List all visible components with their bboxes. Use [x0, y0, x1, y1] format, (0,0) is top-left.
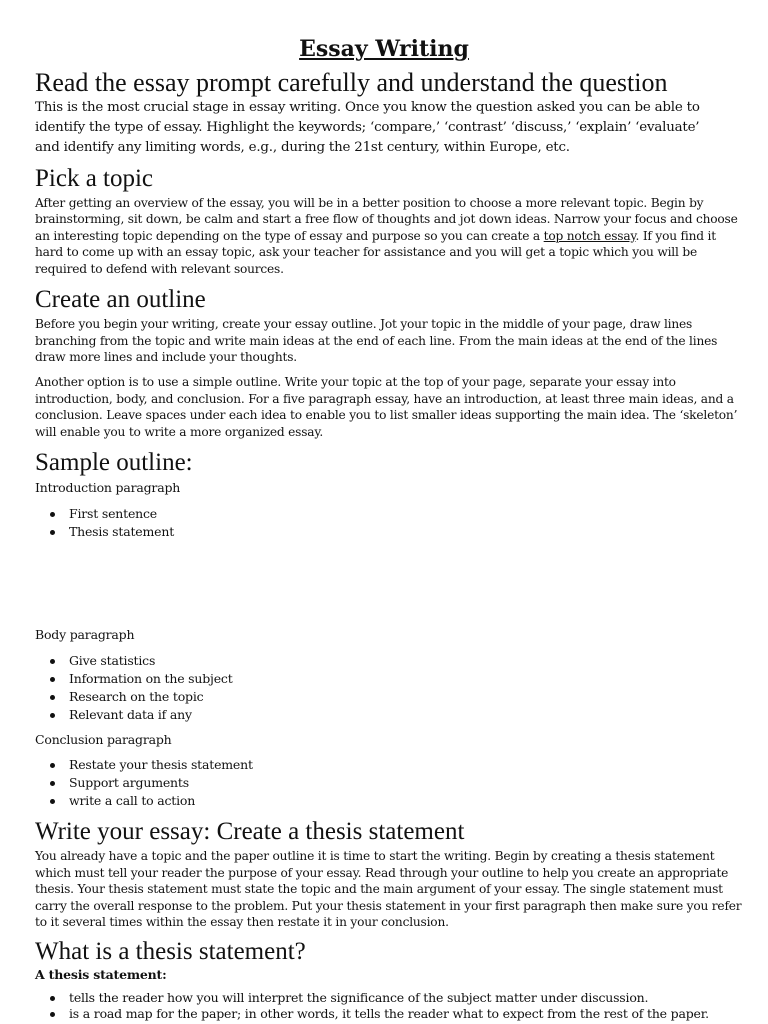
conclusion-paragraph-label: Conclusion paragraph — [35, 732, 172, 747]
document-title: Essay Writing — [299, 36, 469, 62]
paragraph-line: This is the most crucial stage in essay writing. Once you know the question asked you can be able to — [35, 100, 700, 115]
thesis-list — [35, 990, 709, 1022]
list-item: Give statistics — [35, 652, 233, 670]
bullet-icon — [50, 713, 55, 718]
paragraph-line: Before you begin your writing, create your essay outline. Jot your topic in the middle of your page, draw lines — [35, 317, 693, 331]
heading-pick-topic: Pick a topic — [35, 165, 154, 192]
paragraph-text: . If you find it — [635, 229, 716, 243]
paragraph-line: Another option is to use a simple outline. Write your topic at the top of your page, separate your essay into — [35, 375, 676, 389]
thesis-label: A thesis statement: — [35, 967, 167, 982]
paragraph-line: hard to come up with an essay topic, ask your teacher for assistance and you will get a topic which you will be — [35, 245, 697, 259]
paragraph-line: will enable you to write a more organized essay. — [35, 425, 324, 439]
paragraph-line: After getting an overview of the essay, you will be in a better position to choose a more relevant topic. Begin by — [35, 196, 704, 210]
list-item: First sentence — [35, 505, 174, 523]
bullet-icon — [50, 1012, 55, 1017]
paragraph-line: conclusion. Leave spaces under each idea to enable you to list smaller ideas supporting the main idea. The ‘skeleton’ — [35, 408, 738, 422]
paragraph-line: to it several times within the essay then restate it in your conclusion. — [35, 915, 449, 929]
bullet-icon — [50, 763, 55, 768]
paragraph-line: thesis. Your thesis statement must state the topic and the main argument of your essay. The single statement must — [35, 882, 723, 896]
heading-write-essay: Write your essay: Create a thesis statement — [35, 818, 465, 845]
bullet-icon — [50, 677, 55, 682]
bullet-icon — [50, 659, 55, 664]
heading-sample-outline: Sample outline: — [35, 449, 193, 476]
list-item: Thesis statement — [35, 523, 174, 541]
intro-list — [35, 505, 174, 541]
list-item: write a call to action — [35, 792, 253, 810]
body-list — [35, 652, 233, 724]
top-notch-essay-link[interactable]: top notch essay — [543, 229, 636, 243]
bullet-icon — [50, 996, 55, 1001]
list-item: Research on the topic — [35, 688, 233, 706]
paragraph-line: and identify any limiting words, e.g., during the 21st century, within Europe, etc. — [35, 140, 570, 155]
paragraph-line: You already have a topic and the paper outline it is time to start the writing. Begin by creating a thesis statement — [35, 849, 715, 863]
paragraph-line: introduction, body, and conclusion. For a five paragraph essay, have an introduction, at least three main ideas, and a — [35, 392, 734, 406]
list-item: Information on the subject — [35, 670, 233, 688]
list-item: Restate your thesis statement — [35, 756, 253, 774]
paragraph-line: carry the overall response to the problem. Put your thesis statement in your first paragraph then make sure you refer — [35, 899, 742, 913]
list-item: tells the reader how you will interpret the significance of the subject matter under discussion. — [35, 990, 709, 1006]
bullet-icon — [50, 799, 55, 804]
bullet-icon — [50, 695, 55, 700]
bullet-icon — [50, 530, 55, 535]
paragraph-line: which must tell your reader the purpose of your essay. Read through your outline to help you create an appropriate — [35, 866, 729, 880]
conclusion-list — [35, 756, 253, 810]
list-item: Relevant data if any — [35, 706, 233, 724]
bullet-icon — [50, 781, 55, 786]
paragraph-text: an interesting topic depending on the type of essay and purpose so you can create a — [35, 229, 544, 243]
heading-create-outline: Create an outline — [35, 286, 206, 313]
heading-read-prompt: Read the essay prompt carefully and understand the question — [35, 68, 668, 97]
paragraph-line: draw more lines and include your thoughts. — [35, 350, 297, 364]
paragraph-line — [35, 229, 716, 243]
list-item: Support arguments — [35, 774, 253, 792]
paragraph-line: identify the type of essay. Highlight the keywords; ‘compare,’ ‘contrast’ ‘discuss,’ ‘explain’ ‘evaluate’ — [35, 120, 700, 135]
list-item: is a road map for the paper; in other words, it tells the reader what to expect from the rest of the paper. — [35, 1006, 709, 1022]
paragraph-line: branching from the topic and write main ideas at the end of each line. From the main ideas at the end of the lines — [35, 334, 718, 348]
intro-paragraph-label: Introduction paragraph — [35, 480, 181, 495]
bullet-icon — [50, 512, 55, 517]
heading-thesis-statement: What is a thesis statement? — [35, 938, 306, 965]
body-paragraph-label: Body paragraph — [35, 627, 135, 642]
paragraph-line: brainstorming, sit down, be calm and start a free flow of thoughts and jot down ideas. Narrow your focus and choose — [35, 212, 738, 226]
paragraph-line: required to defend with relevant sources. — [35, 262, 284, 276]
